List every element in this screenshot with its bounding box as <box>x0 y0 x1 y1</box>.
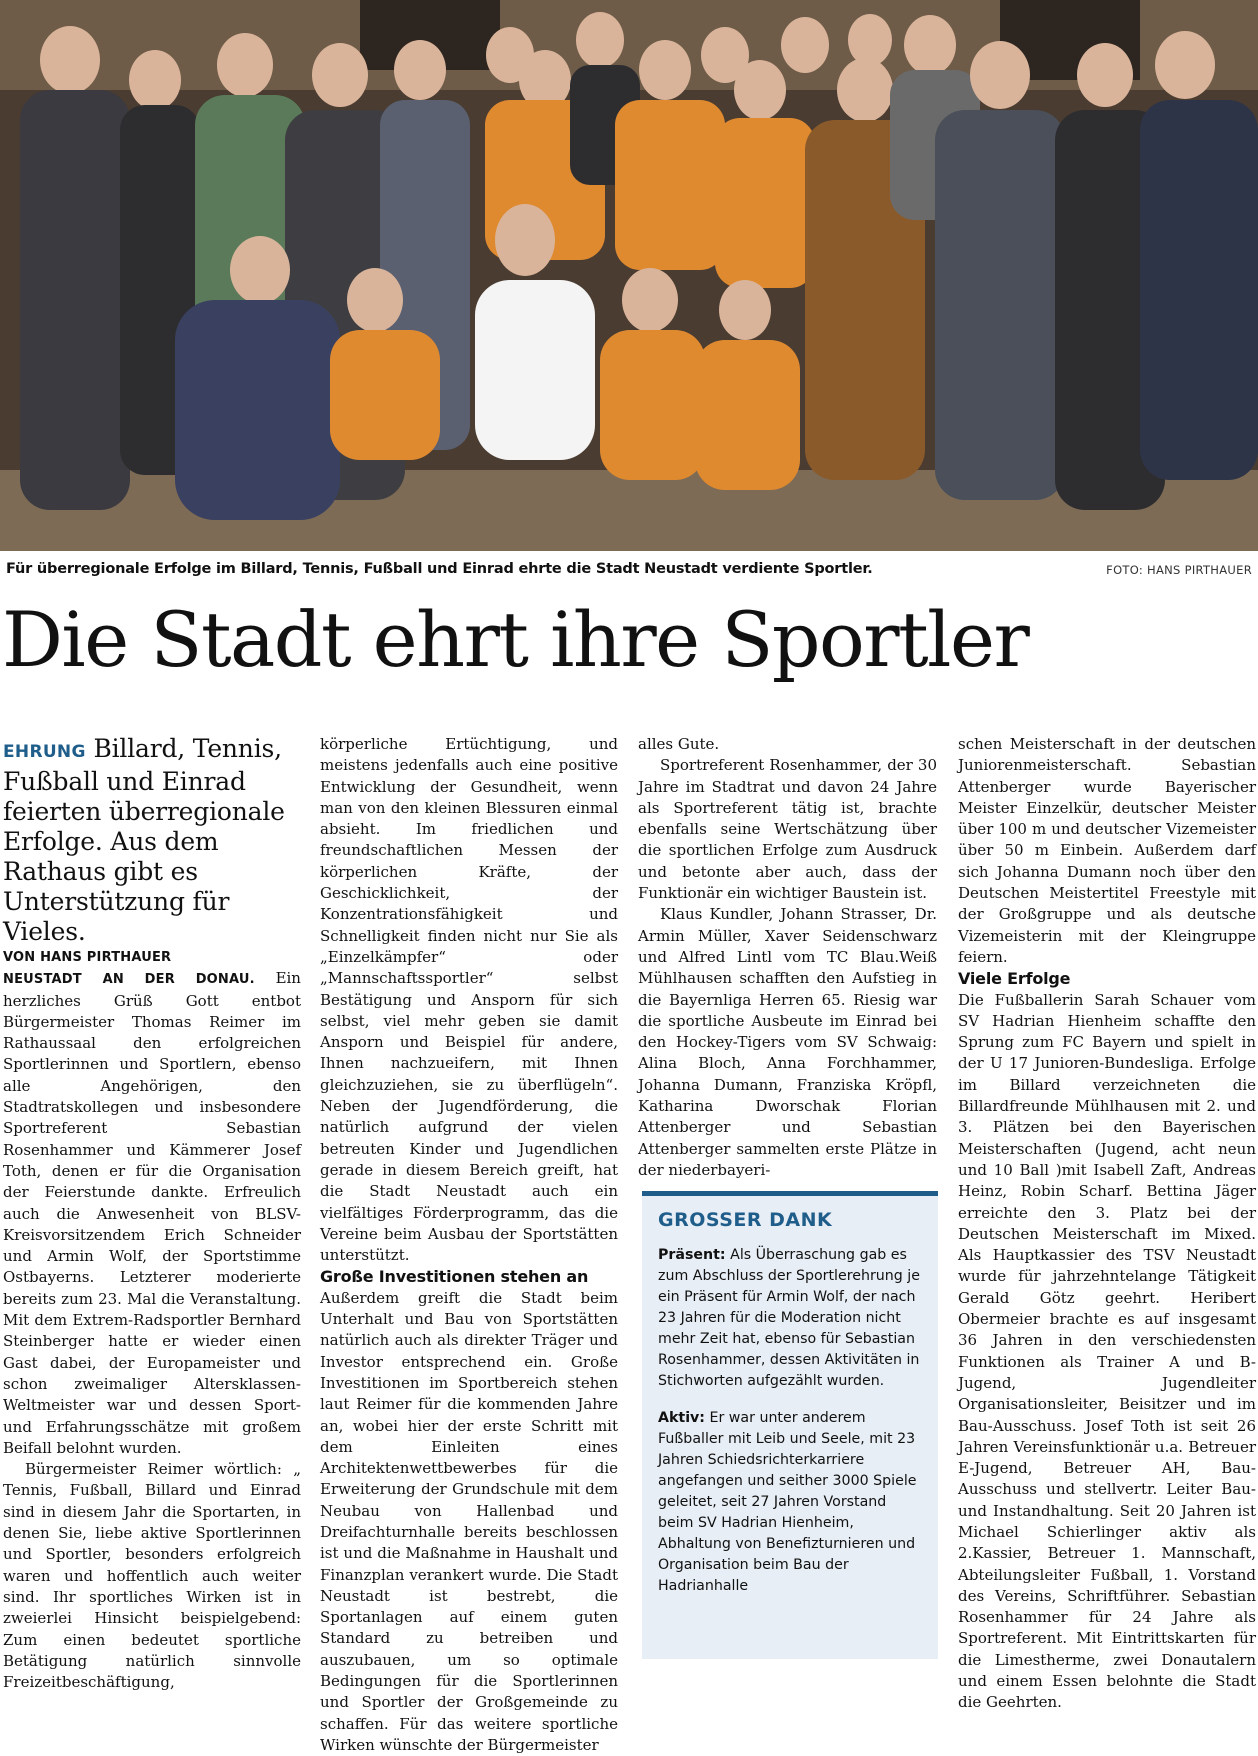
info-box-label: Präsent: <box>658 1247 726 1263</box>
byline: VON HANS PIRTHAUER <box>3 950 172 965</box>
paragraph <box>3 968 301 1459</box>
paragraph: Die Fußballerin Sarah Schauer vom SV Hadrian Hienheim schaffte den Sprung zum FC Bayern und spielt in der U 17 Junioren-Bundesliga. Erfolge im Billard verzeichneten die Billardfreunde Mühlhausen mit 2. und 3. Plätzen bei den Bayerischen Meisterschaften (Jugend, acht neun und 10 Ball )mit Isabell Zaft, Andreas Heinz, Robin Scharf. Bettina Jäger erreichte den 3. Platz bei der Deutschen Meisterschaft im Mixed. Als Hauptkassier des TSV Neustadt wurde für jahrzehntelange Tätigkeit Gerald Götz geehrt. Heribert Obermeier brachte es auf insgesamt 36 Jahren in den verschiedensten Funktionen als Trainer A und B-Jugend, Jugendleiter Organisationsleiter, Beisitzer und im Bau-Ausschuss. Josef Toth ist seit 26 Jahren Vereinsfunktionär u.a. Betreuer E-Jugend, Betreuer AH, Bau-Ausschuss und stellvertr. Leiter Bau- und Instandhaltung. Seit 20 Jahren ist Michael Schierlinger aktiv als 2.Kassier, Betreuer 1. Mannschaft, Abteilungsleiter Fußball, 1. Vorstand des Vereins, Schriftführer. Sebastian Rosenhammer für 24 Jahre als Sportreferent. Mit Eintrittskarten für die Limestherme, zwei Donautalern und einem Essen belohnte die Stadt die Geehrten. <box>958 990 1256 1712</box>
paragraph: Sportreferent Rosenhammer, der 30 Jahre im Stadtrat und davon 24 Jahre als Sportreferent tätig ist, brachte ebenfalls seine Wertschätzung über die sportlichen Erfolge zum Ausdruck und betonte aber auch, dass der Funktionär ein wichtiger Baustein ist. <box>638 756 937 903</box>
paragraph: Bürgermeister Reimer wörtlich: „ Tennis, Fußball, Billard und Einrad sind in diesem Jahr die Sportarten, in denen Sie, liebe aktive Sportlerinnen und Sportler, besonders erfolgreich waren und hoffentlich auch weiter sind. Ihr sportliches Wirken ist in zweierlei Hinsicht beispielgebend: Zum einen bedeutet sportliche Betätigung natürlich sinnvolle Freizeitbeschäftigung, <box>3 1460 301 1692</box>
info-box-paragraph <box>658 1245 922 1392</box>
photo-caption: Für überregionale Erfolge im Billard, Tennis, Fußball und Einrad ehrte die Stadt Neustadt verdiente Sportler. <box>6 561 873 577</box>
column-1 <box>3 734 301 1692</box>
info-box-title: GROSSER DANK <box>658 1209 833 1231</box>
paragraph: körperliche Ertüchtigung, und meistens jedenfalls auch eine positive Entwicklung der Gesundheit, wenn man von den kleinen Blessuren einmal absieht. Im friedlichen und freundschaftlichen Messen der körperlichen Kräfte, der Geschicklichkeit, der Konzentrationsfähigkeit und Schnelligkeit finden nicht nur Sie als „Einzelkämpfer“ oder „Mannschaftssportler“ selbst Bestätigung und Ansporn für sich selbst, viel mehr geben sie damit Ansporn und Beispiel für andere, Ihnen nachzueifern, mit Ihnen gleichzuziehen, sie zu überflügeln“. Neben der Jugendförderung, die natürlich aufgrund der vielen betreuten Kinder und Jugendlichen gerade in diesem Bereich greift, hat die Stadt Neustadt auch ein vielfältiges Förderprogramm, das die Vereine beim Ausbau der Sportstätten unterstützt. <box>320 735 618 1265</box>
info-box-text: Er war unter anderem Fußballer mit Leib und Seele, mit 23 Jahren Schiedsrichterkarriere angefangen und seither 3000 Spiele geleitet, seit 27 Jahren Vorstand beim SV Hadrian Hienheim, Abhaltung von Benefizturnieren und Organisation beim Bau der Hadrianhalle <box>658 1410 917 1594</box>
kicker: EHRUNG <box>3 742 86 762</box>
dateline: NEUSTADT AN DER DONAU. <box>3 972 255 988</box>
column-3 <box>638 734 937 1184</box>
paragraph: Außerdem greift die Stadt beim Unterhalt und Bau von Sportstätten natürlich auch als direkter Träger und Investor entsprechend ein. Große Investitionen im Sportbereich stehen laut Reimer für die kommenden Jahre an, wobei hier der erste Schritt mit dem Einleiten eines Architektenwettbewerbes für die Erweiterung der Grundschule mit dem Neubau von Hallenbad und Dreifachturnhalle bereits beschlossen ist und die Maßnahme in Haushalt und Finanzplan verankert wurde. Die Stadt Neustadt ist bestrebt, die Sportanlagen auf einem guten Standard zu betreiben und auszubauen, um so optimale Bedingungen für die Sportlerinnen und Sportler der Großgemeinde zu schaffen. Für das weitere sportliche Wirken wünschte der Bürgermeister <box>320 1288 618 1754</box>
info-box-text: Als Überraschung gab es zum Abschluss der Sportlerehrung je ein Präsent für Armin Wolf, der nach 23 Jahren für die Moderation nicht mehr Zeit hat, ebenso für Sebastian Rosenhammer, dessen Aktivitäten in Stichworten aufgezählt wurden. <box>658 1247 920 1389</box>
paragraph: Klaus Kundler, Johann Strasser, Dr. Armin Müller, Xaver Seidenschwarz und Alfred Lintl vom TC Blau.Weiß Mühlhausen schafften den Aufstieg in die Bayernliga Herren 65. Riesig war die sportliche Ausbeute im Einrad bei den Hockey-Tigers vom SV Schwaig: Alina Bloch, Anna Forchhammer, Johanna Dumann, Franziska Kröpfl, Katharina Dworschak Florian Attenberger und Sebastian Attenberger sammelten erste Plätze in der niederbayeri- <box>638 905 937 1179</box>
headline: Die Stadt ehrt ihre Sportler <box>2 595 1029 684</box>
column-4 <box>958 734 1256 1712</box>
group-photo-icon <box>0 0 1258 551</box>
lead-text: Billard, Tennis, Fußball und Einrad feierten überregionale Erfolge. Aus dem Rathaus gibt es Unterstützung für Vieles. <box>3 734 285 946</box>
photo-credit: FOTO: HANS PIRTHAUER <box>1106 563 1252 577</box>
info-box-paragraph <box>658 1408 922 1597</box>
group-photo <box>0 0 1258 551</box>
lead <box>3 734 301 947</box>
info-box-label: Aktiv: <box>658 1410 705 1426</box>
paragraph-text: Ein herzliches Grüß Gott entbot Bürgermeister Thomas Reimer im Rathaussaal den erfolgreichen Sportlerinnen und Sportlern, ebenso alle Angehörigen, den Stadtratskollegen und insbesondere Sportreferent Sebastian Rosenhammer und Kämmerer Josef Toth, denen er für die Organisation der Feierstunde dankte. Erfreulich auch die Anwesenheit von BLSV-Kreisvorsitzendem Erich Schneider und Armin Wolf, der Sportstimme Ostbayerns. Letzterer moderierte bereits zum 23. Mal die Veranstaltung. Mit dem Extrem-Radsportler Bernhard Steinberger hatte er wieder einen Gast dabei, der Europameister und schon zweimaliger Altersklassen-Weltmeister war und dessen Sport- und Erfahrungsschätze mit großem Beifall belohnt wurden. <box>3 969 301 1457</box>
subheading: Große Investitionen stehen an <box>320 1267 589 1287</box>
paragraph: alles Gute. <box>638 735 720 753</box>
column-2 <box>320 734 618 1754</box>
info-box <box>642 1191 938 1659</box>
paragraph: schen Meisterschaft in der deutschen Juniorenmeisterschaft. Sebastian Attenberger wurde Bayerischer Meister Einzelkür, deutscher Meister über 100 m und deutscher Vizemeister über 50 m Einbein. Außerdem darf sich Johanna Dumann noch über den Deutschen Meistertitel Freestyle mit der Großgruppe und als deutsche Vizemeisterin mit der Kleingruppe feiern. <box>958 735 1256 966</box>
subheading: Viele Erfolge <box>958 969 1071 989</box>
